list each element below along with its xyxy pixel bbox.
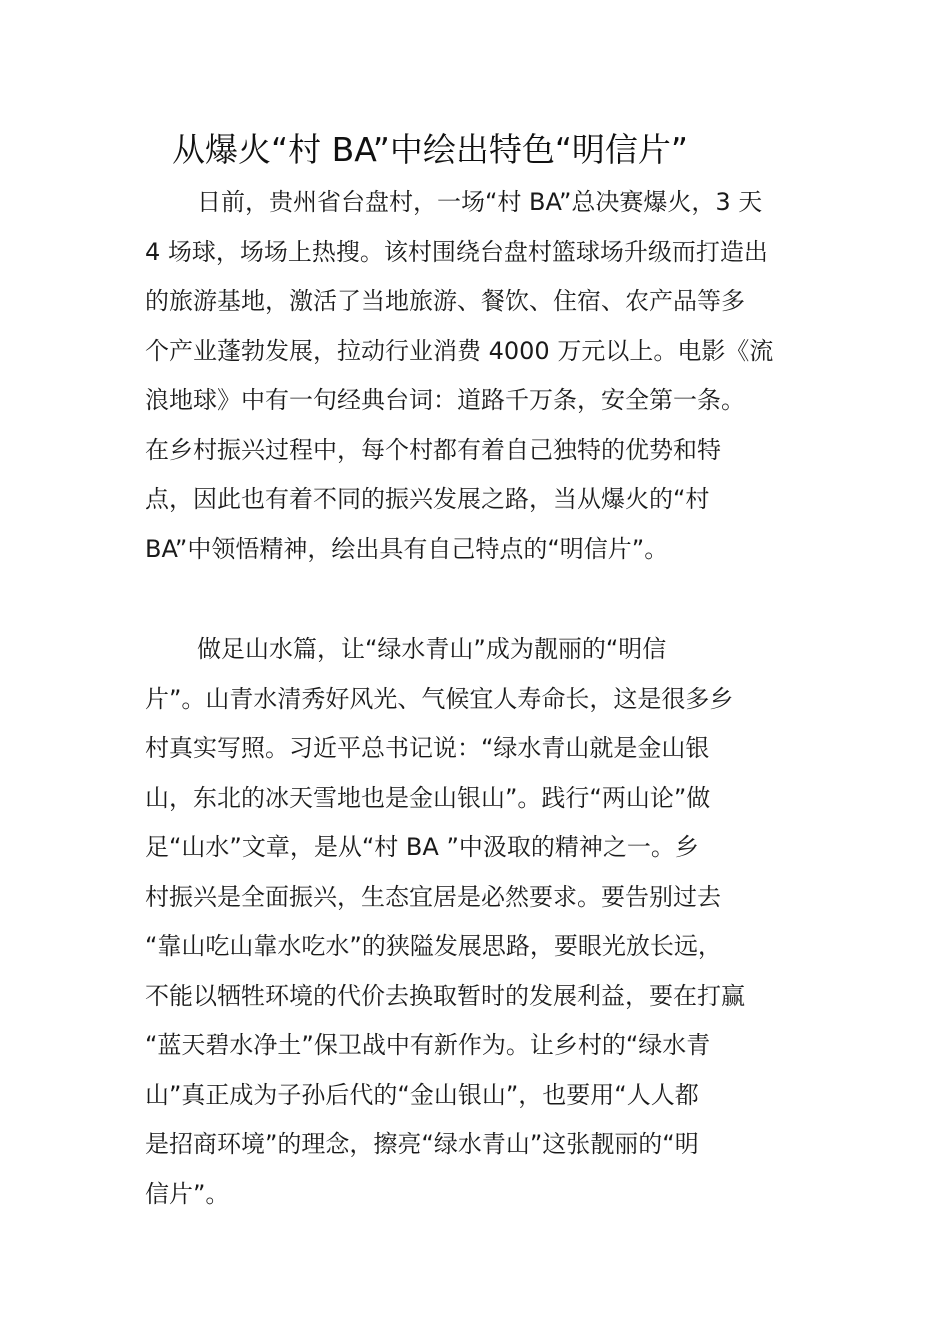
paragraph-line: 个产业蓬勃发展，拉动行业消费 4000 万元以上。电影《流	[145, 336, 774, 365]
paragraph-line: 在乡村振兴过程中，每个村都有着自己独特的优势和特	[145, 435, 721, 464]
paragraph-line: 的旅游基地，激活了当地旅游、餐饮、住宿、农产品等多	[145, 287, 745, 315]
paragraph-line: “靠山吃山靠水吃水”的狭隘发展思路，要眼光放长远，	[145, 932, 722, 960]
paragraph-line: 足“山水”文章，是从“村 BA ”中汲取的精神之一。乡	[145, 833, 699, 861]
paragraph-line: 村振兴是全面振兴，生态宜居是必然要求。要告别过去	[145, 882, 721, 911]
document-title: 从爆火“村 BA”中绘出特色“明信片”	[172, 130, 689, 169]
paragraph-line: 山，东北的冰天雪地也是金山银山”。践行“两山论”做	[145, 783, 711, 812]
paragraph-line: 是招商环境”的理念，擦亮“绿水青山”这张靓丽的“明	[145, 1130, 699, 1158]
paragraph-1	[145, 178, 810, 574]
paragraph-line: “蓝天碧水净土”保卫战中有新作为。让乡村的“绿水青	[145, 1031, 711, 1059]
paragraph-line: 做足山水篇，让“绿水青山”成为靓丽的“明信	[197, 635, 667, 663]
paragraph-line: BA”中领悟精神，绘出具有自己特点的“明信片”。	[145, 534, 669, 563]
paragraph-line: 浪地球》中有一句经典台词：道路千万条，安全第一条。	[145, 386, 745, 414]
paragraph-line: 片”。山青水清秀好风光、气候宜人寿命长，这是很多乡	[145, 684, 734, 713]
paragraph-line: 点，因此也有着不同的振兴发展之路，当从爆火的“村	[145, 485, 710, 513]
paragraph-line: 不能以牺牲环境的代价去换取暂时的发展利益，要在打赢	[145, 981, 745, 1010]
paragraph-line: 山”真正成为子孙后代的“金山银山”，也要用“人人都	[145, 1080, 699, 1109]
paragraph-line: 日前，贵州省台盘村，一场“村 BA”总决赛爆火，3 天	[197, 188, 763, 216]
paragraph-line: 4 场球，场场上热搜。该村围绕台盘村篮球场升级而打造出	[145, 237, 768, 266]
paragraph-2	[145, 625, 810, 1219]
paragraph-line: 信片”。	[145, 1179, 230, 1208]
paragraph-line: 村真实写照。习近平总书记说：“绿水青山就是金山银	[145, 734, 710, 762]
